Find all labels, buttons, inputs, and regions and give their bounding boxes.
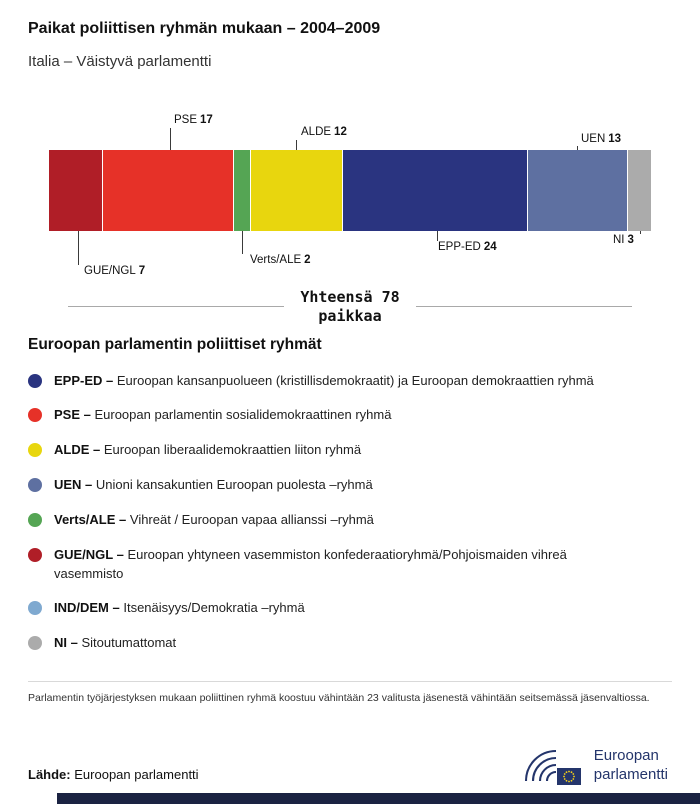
callout-pse-seats: 17: [200, 114, 213, 126]
total-rule-left: [68, 306, 284, 307]
callout-gue-ngl-line: [78, 231, 79, 265]
legend-item-gue-ngl: [28, 538, 672, 592]
source-value: Euroopan parlamentti: [74, 767, 199, 782]
source-label: Lähde:: [28, 767, 71, 782]
callout-verts-ale-seats: 2: [304, 254, 311, 266]
seat-segment-uen: [528, 150, 628, 231]
legend-item-ni: [28, 626, 672, 661]
legend-color-dot: [28, 601, 42, 615]
ep-logo-mark: [522, 744, 584, 788]
callout-uen-line: [577, 146, 578, 150]
ep-logo: [522, 744, 668, 788]
page-subtitle: Italia – Väistyvä parlamentti: [28, 53, 212, 70]
legend-color-dot: [28, 548, 42, 562]
legend-item-alde: [28, 433, 672, 468]
callout-pse-line: [170, 128, 171, 150]
callout-ni-seats: 3: [627, 234, 634, 246]
total-seats-line2: paikkaa: [318, 306, 382, 325]
legend-color-dot: [28, 443, 42, 457]
legend-label: IND/DEM – Itsenäisyys/Demokratia –ryhmä: [54, 600, 305, 616]
legend-item-verts-ale: [28, 503, 672, 538]
footnote: Parlamentin työjärjestyksen mukaan poliittinen ryhmä koostuu vähintään 23 valitusta jäsenestä vähintään seitsemässä jäsenvaltiossa.: [28, 692, 650, 705]
callout-uen-seats: 13: [608, 133, 622, 145]
source: [28, 767, 199, 782]
seat-segment-gue-ngl: [49, 150, 103, 231]
callout-gue-ngl-name: GUE/NGL: [84, 265, 136, 277]
legend-item-uen: [28, 468, 672, 503]
callout-gue-ngl: [84, 265, 145, 277]
legend-color-dot: [28, 513, 42, 527]
callout-alde-line: [296, 140, 297, 150]
legend-item-pse: [28, 398, 672, 433]
legend-label: PSE – Euroopan parlamentin sosialidemokraattinen ryhmä: [54, 407, 392, 423]
callout-pse: [174, 114, 213, 126]
callout-verts-ale: [250, 254, 311, 266]
callout-alde-name: ALDE: [301, 126, 332, 138]
legend-label: ALDE – Euroopan liberaalidemokraattien liiton ryhmä: [54, 442, 362, 458]
seats-chart: [0, 110, 700, 282]
legend-list: [28, 364, 672, 662]
page-title: Paikat poliittisen ryhmän mukaan – 2004–2009: [28, 20, 381, 37]
callout-gue-ngl-seats: 7: [138, 265, 146, 277]
seat-bar: [49, 150, 651, 231]
callout-alde-seats: 12: [334, 126, 347, 138]
legend-color-dot: [28, 636, 42, 650]
callout-verts-ale-line: [242, 231, 243, 254]
callout-ni: [613, 234, 634, 246]
legend-label: GUE/NGL – Euroopan yhtyneen vasemmiston konfederaatioryhmä/Pohjoismaiden vihreä vasemmisto: [54, 546, 567, 581]
callout-ni-line: [640, 231, 641, 234]
seat-segment-epp-ed: [343, 150, 527, 231]
legend-heading: Euroopan parlamentin poliittiset ryhmät: [28, 335, 322, 353]
callout-epp-ed-line: [437, 231, 438, 241]
legend-color-dot: [28, 408, 42, 422]
seat-segment-pse: [103, 150, 234, 231]
seat-segment-alde: [251, 150, 344, 231]
callout-uen: [581, 133, 621, 145]
legend-item-epp-ed: [28, 364, 672, 399]
callout-epp-ed-name: EPP-ED: [438, 241, 481, 253]
callout-pse-name: PSE: [174, 114, 198, 126]
callout-ni-name: NI: [613, 234, 625, 246]
callout-epp-ed: [438, 241, 497, 253]
legend: [0, 336, 700, 662]
legend-item-ind-dem: [28, 591, 672, 626]
header: [0, 0, 700, 70]
legend-label: UEN – Unioni kansakuntien Euroopan puolesta –ryhmä: [54, 477, 373, 493]
legend-label: Verts/ALE – Vihreät / Euroopan vapaa allianssi –ryhmä: [54, 511, 374, 527]
callout-verts-ale-name: Verts/ALE: [250, 254, 302, 266]
callout-uen-name: UEN: [581, 133, 606, 145]
total-seats: [68, 288, 632, 326]
legend-label: NI – Sitoutumattomat: [54, 635, 177, 651]
ep-logo-text: [594, 747, 668, 785]
callout-alde: [301, 126, 347, 138]
legend-color-dot: [28, 478, 42, 492]
eu-flag: [557, 768, 581, 785]
ep-logo-text-line1: Euroopan: [593, 747, 659, 765]
callout-epp-ed-seats: 24: [483, 241, 497, 253]
total-seats-line1: Yhteensä 78: [300, 288, 400, 306]
legend-label: EPP-ED – Euroopan kansanpuolueen (kristillisdemokraatit) ja Euroopan demokraattien ryhmä: [54, 372, 594, 388]
ep-logo-text-line2: parlamentti: [593, 766, 668, 783]
seat-segment-ni: [628, 150, 651, 231]
total-rule-right: [416, 306, 632, 307]
bottom-bar: [57, 793, 700, 804]
legend-color-dot: [28, 374, 42, 388]
seat-segment-verts-ale: [234, 150, 250, 231]
total-seats-label: [284, 288, 415, 326]
